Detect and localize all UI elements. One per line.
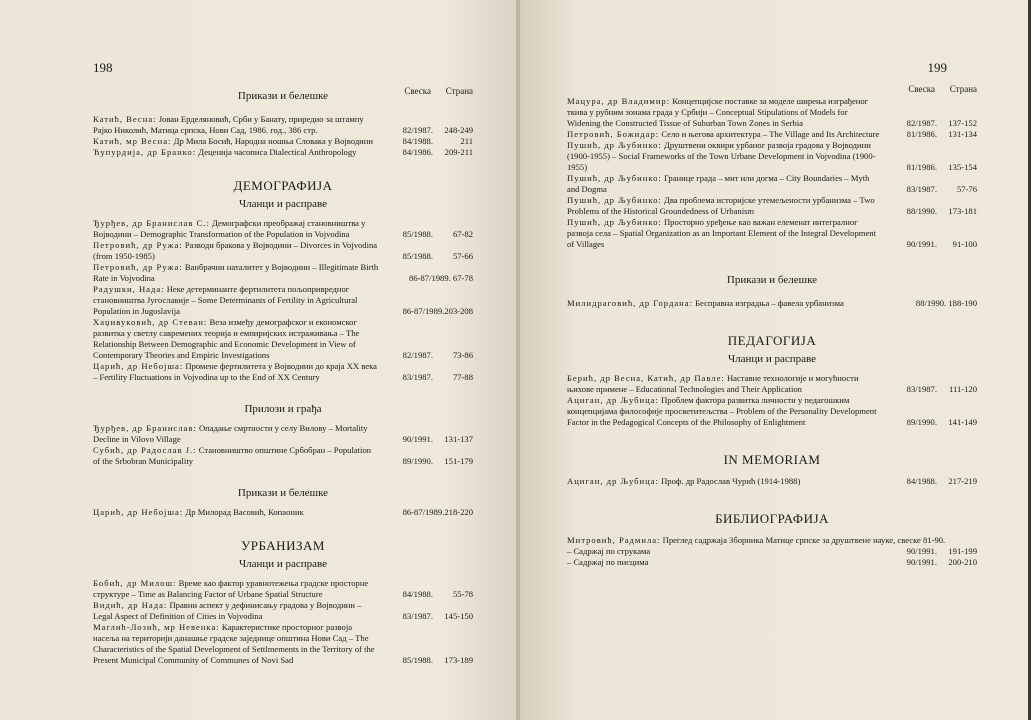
entry-title: Наставне технологије и могућности њихове примене – Educational Technologies and Their Application: [567, 373, 859, 394]
entry-title: Преглед садржаја Зборника Матице српске за друштвене науке, свеске 81-90.: [662, 535, 946, 545]
entry-pages: 141-149: [948, 417, 977, 427]
entry-pages: 131-137: [444, 434, 473, 444]
section-heading: БИБЛИОГРАФИЈА: [715, 511, 829, 526]
entry-title: Деценија часописа Dialectical Anthropology: [198, 147, 357, 157]
section-heading: ДЕМОГРАФИЈА: [233, 178, 333, 193]
bibliography-entry: [567, 535, 977, 546]
entry-title: Село и његова архитектура – The Village and Its Architecture: [661, 129, 880, 139]
entry-title: Проф. др Радослав Чурић (1914-1988): [661, 476, 801, 486]
entry-volume: 85/1988.: [402, 229, 433, 239]
entry-volume: 88/1990.: [906, 206, 937, 216]
entry-author: Катић, Весна:: [93, 114, 157, 124]
entry-volume: 81/1986.: [906, 162, 937, 172]
page-number: 198: [93, 60, 113, 75]
section-heading: ПЕДАГОГИЈА: [727, 333, 817, 348]
entry-pages: 200-210: [948, 557, 977, 567]
entry-volume-pages: 86-87/1989. 67-78: [409, 273, 473, 283]
entry-author: Мацура, др Владимир:: [567, 96, 671, 106]
entry-volume: 85/1988.: [402, 655, 433, 665]
entry-pages: 145-150: [444, 611, 473, 621]
right-content: [567, 84, 977, 568]
entry: [93, 136, 473, 147]
entry-author: Царић, др Небојша:: [93, 507, 184, 517]
entry: [93, 262, 473, 284]
entry-pages: 57-76: [956, 184, 977, 194]
entry-pages: 67-82: [452, 229, 473, 239]
entry-volume: 89/1990.: [906, 417, 937, 427]
section-heading: Прилози и грађа: [244, 403, 322, 415]
entry-title: Демографски преображај становништва у Војводини – Demographic Transformation of the Population in Vojvodina: [93, 218, 366, 239]
entry: [93, 445, 473, 467]
entry-author: Пушић, др Љубинко:: [567, 195, 662, 205]
entry: [93, 317, 473, 361]
entry-author: Митровић, Радмила:: [567, 535, 661, 545]
entry-pages: 209-211: [444, 147, 473, 157]
col-page-label: Страна: [445, 86, 473, 96]
entry-volume: 82/1987.: [906, 118, 937, 128]
entry-author: Хаџивуковић, др Стеван:: [93, 317, 208, 327]
section-heading: Прикази и белешке: [237, 487, 329, 499]
col-volume-label: Свеска: [908, 84, 935, 94]
entry-volume: 89/1990.: [402, 456, 433, 466]
entry-title: Бесправна изградња – фавела урбанизма: [695, 298, 844, 308]
entry-author: Петровић, Божидар:: [567, 129, 660, 139]
column-header: [93, 86, 473, 102]
entry-author: Пушић, др Љубинко:: [567, 140, 662, 150]
subsection-heading: Чланци и расправе: [727, 353, 817, 365]
entry: [567, 129, 977, 140]
entry: [93, 578, 473, 600]
entry-volume: 81/1986.: [906, 129, 937, 139]
entry-author: Ациган, др Љубица:: [567, 395, 659, 405]
entry-volume: 84/1986.: [402, 147, 433, 157]
entry: [567, 96, 977, 129]
entry-pages: 91-100: [952, 239, 977, 249]
entry-author: Ациган, др Љубица:: [567, 476, 659, 486]
entry: [93, 423, 473, 445]
entry: [567, 195, 977, 217]
entry-pages: 191-199: [948, 546, 977, 556]
entry: [93, 284, 473, 317]
entry: [93, 507, 473, 518]
entry: [93, 218, 473, 240]
entry-volume-pages: 88/1990. 188-190: [915, 298, 977, 308]
entry-pages: 57-66: [452, 251, 473, 261]
entry-title: Промене фертилитета у Војводини до краја XX века – Fertility Fluctuations in Vojvodina up to the End of XX Century: [93, 361, 377, 382]
entry-title: Правни аспект у дефинисању градова у Војводини – Legal Aspect of Definition of Cities in Vojvodina: [93, 600, 362, 621]
entry-pages: 151-179: [444, 456, 473, 466]
entry: [567, 373, 977, 395]
entry-volume: 82/1987.: [402, 350, 433, 360]
entry-author: Пушић, др Љубинко:: [567, 217, 662, 227]
subsection-heading: Чланци и расправе: [238, 198, 328, 210]
subsection-heading: Чланци и расправе: [238, 558, 328, 570]
item-label: – Садржај по струкама: [567, 546, 651, 556]
entry-volume: 84/1988.: [402, 136, 433, 146]
entry-volume: 83/1987.: [402, 611, 433, 621]
entry-title: Проблем фактора развитка личности у педагошким концепцијама философије просветитељства – Problem of the Personality Development Factor in the Pedagogical Concepts of the Philosophy of Enlightment: [567, 395, 877, 427]
entry-volume: 90/1991.: [402, 434, 433, 444]
entry-pages: 137-152: [948, 118, 977, 128]
entry-title: Веза између демографског и економског развитка у светлу савремених теорија и емпиријских истраживања – The Relationship Between Demographic and Economic Development in View of Contemporary Theories and Empiric Investigations: [93, 317, 360, 360]
entry-author: Ћупурдија, др Бранко:: [93, 147, 197, 157]
entry: [93, 240, 473, 262]
left-content: [93, 86, 473, 666]
entry-pages: 135-154: [948, 162, 977, 172]
entry-volume-pages: 86-87/1989.218-220: [402, 507, 473, 517]
entry-volume: 84/1988.: [906, 476, 937, 486]
entry: [93, 147, 473, 158]
entry-pages: 73-86: [452, 350, 473, 360]
entry-author: Катић, мр Весна:: [93, 136, 172, 146]
entry-author: Милидраговић, др Гордана:: [567, 298, 693, 308]
entry-title: Друштвени оквири урбаног развоја градова у Војводини (1900-1955) – Social Frameworks of the Town Urbane Development in Vojvodina (1900-1955): [567, 140, 876, 172]
entry-pages: 131-134: [948, 129, 977, 139]
entry-title: Опадање смртности у селу Вилову – Mortality Decline in Vilovo Village: [93, 423, 368, 444]
entry-pages: 217-219: [948, 476, 977, 486]
entry-pages: 211: [460, 136, 473, 146]
col-volume-label: Свеска: [404, 86, 431, 96]
entry-author: Маглић-Лозић, мр Невенка:: [93, 622, 220, 632]
entry-title: Два проблема историјске утемељености урбанизма – Two Problems of the Historical Groundedness of Urbanism: [567, 195, 875, 216]
section-heading: Прикази и белешке: [237, 90, 329, 102]
section-heading: УРБАНИЗАМ: [241, 538, 325, 553]
entry-volume: 83/1987.: [906, 384, 937, 394]
entry-author: Ђурђев, др Бранислав С.:: [93, 218, 210, 228]
entry: [567, 476, 977, 487]
entry-author: Царић, др Небојша:: [93, 361, 184, 371]
entry-volume: 83/1987.: [402, 372, 433, 382]
section-heading: Прикази и белешке: [726, 274, 818, 286]
entry-author: Видић, др Нада:: [93, 600, 168, 610]
entry-author: Петровић, др Ружа:: [93, 240, 183, 250]
section-heading: IN MEMORIAM: [723, 452, 821, 467]
entry: [567, 140, 977, 173]
entry-volume: 85/1988.: [402, 251, 433, 261]
entry-author: Радушки, Нада:: [93, 284, 165, 294]
entry-title: Ванбрачни наталитет у Војводини – Illegitimate Birth Rate in Vojvodina: [93, 262, 379, 283]
entry: [93, 622, 473, 666]
entry-title: Неке детерминанте фертилитета пољопривредног становништва Југославије – Some Determinants of Fertility in Agricultural Population in Jugoslavija: [93, 284, 358, 316]
entry-title: Карактеристике просторног развоја насеља на територији данашње градске заједнице општина Нови Сад – The Characteristics of the Spatial Development of Settlmements in the Territory of the Present Municipal Community of Communes of Novi Sad: [93, 622, 375, 665]
entry-volume-pages: 86-87/1989.203-208: [402, 306, 473, 316]
right-page: [520, 0, 1028, 720]
entry-volume: 82/1987.: [402, 125, 433, 135]
entry-title: Др Мила Босић, Народна ношња Словака у Војводини: [173, 136, 373, 146]
entry-author: Ђурђев, др Бранислав:: [93, 423, 197, 433]
entry: [567, 173, 977, 195]
entry-title: Концепцијске поставке за моделе ширења изграђеног ткива у рубним зонама града у Србији – Conceptual Stipulations of Models for Widening the Constructed Tissue of Suburban Town Zones in Serbia: [567, 96, 869, 128]
entry: [567, 217, 977, 250]
entry-title: Просторно уређење као важан елеменат интегралног развоја села – Spatial Organization as an Important Element of the Integral Development of Villages: [567, 217, 876, 249]
entry-volume: 90/1991.: [906, 239, 937, 249]
entry-pages: 77-88: [452, 372, 473, 382]
entry: [93, 114, 473, 136]
bibliography-item: [567, 546, 977, 557]
entry: [567, 298, 977, 309]
entry-author: Бобић, др Милош:: [93, 578, 177, 588]
entry-author: Пушић, др Љубинко:: [567, 173, 662, 183]
entry-pages: 248-249: [444, 125, 473, 135]
entry-volume: 84/1988.: [402, 589, 433, 599]
entry-author: Петровић, др Ружа:: [93, 262, 183, 272]
column-header: [567, 84, 977, 96]
entry-title: Јован Ерделяновић, Срби у Банату, приредио за штампу Рајко Николић, Матица српска, Нови Сад, 1986. год., 386 стр.: [93, 114, 364, 135]
entry-title: Разводи бракова у Војводини – Divorces in Vojvodina (from 1950-1985): [93, 240, 378, 261]
entry-volume: 90/1991.: [906, 557, 937, 567]
entry-volume: 90/1991.: [906, 546, 937, 556]
item-label: – Садржај по писцима: [567, 557, 649, 567]
entry-pages: 111-120: [948, 384, 977, 394]
entry-author: Берић, др Весна, Катић, др Павле:: [567, 373, 725, 383]
entry-pages: 55-78: [452, 589, 473, 599]
entry-volume: 83/1987.: [906, 184, 937, 194]
col-page-label: Страна: [949, 84, 977, 94]
entry-pages: 173-181: [948, 206, 977, 216]
entry: [93, 600, 473, 622]
entry-author: Субић, др Радослав Ј.:: [93, 445, 197, 455]
entry-title: Границе града – мит или догма – City Boundaries – Myth and Dogma: [567, 173, 870, 194]
entry-title: Др Милорад Васовић, Копаоник: [185, 507, 304, 517]
page-number: 199: [927, 60, 947, 75]
entry: [567, 395, 977, 428]
entry-title: Време као фактор уравнотежења градске просторне структуре – Time as Balancing Factor of Urbane Spatial Structure: [93, 578, 369, 599]
entry-pages: 173-189: [444, 655, 473, 665]
bibliography-item: [567, 557, 977, 568]
entry-title: Становништво општине Србобран – Population of the Srbobran Municipality: [93, 445, 372, 466]
entry: [93, 361, 473, 383]
